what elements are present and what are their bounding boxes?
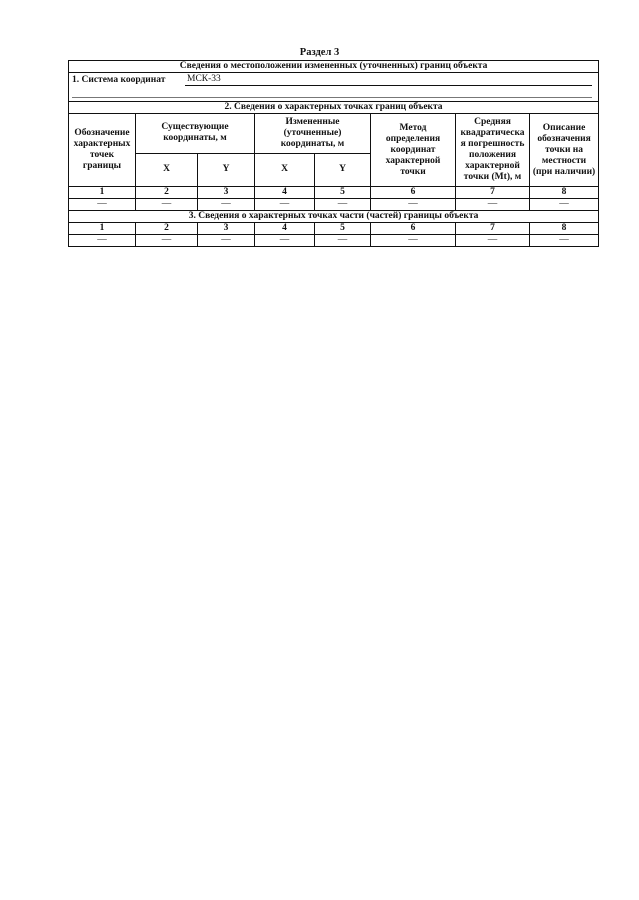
part2-title-row [69, 102, 599, 114]
column-number: 6 [371, 223, 456, 235]
column-number: 3 [198, 223, 255, 235]
table-cell: — [136, 235, 198, 247]
column-number: 4 [255, 223, 315, 235]
coord-system-row [69, 73, 599, 102]
coord-system-label: 1. Система координат [72, 75, 166, 85]
table-cell: — [456, 235, 530, 247]
table-cell: — [136, 199, 198, 211]
col-header-existing-y: Y [198, 153, 255, 186]
column-number: 5 [315, 223, 371, 235]
coord-system-value: МСК-33 [187, 74, 221, 84]
part3-title-row [69, 211, 599, 223]
column-number: 7 [456, 223, 530, 235]
column-number: 5 [315, 187, 371, 199]
part3-column-numbers-row [69, 223, 599, 235]
table-cell: — [69, 235, 136, 247]
coord-system-underline [185, 85, 592, 86]
column-number: 8 [530, 223, 599, 235]
table-cell: — [198, 199, 255, 211]
table-cell: — [315, 199, 371, 211]
column-number: 3 [198, 187, 255, 199]
column-header-row-1 [69, 114, 599, 154]
col-header-point-designation: Обозначение характерных точек границы [69, 114, 136, 187]
table-cell: — [255, 235, 315, 247]
part2-column-numbers-row [69, 187, 599, 199]
table-cell: — [255, 199, 315, 211]
col-header-changed-y: Y [315, 153, 371, 186]
coord-system-underline-secondary [72, 97, 592, 98]
table-cell: — [69, 199, 136, 211]
column-number: 2 [136, 223, 198, 235]
boundary-table [68, 60, 599, 247]
col-header-existing-x: X [136, 153, 198, 186]
table-cell: — [371, 199, 456, 211]
table-cell: — [530, 199, 599, 211]
table-cell: — [315, 235, 371, 247]
column-number: 7 [456, 187, 530, 199]
col-header-method: Метод определения координат характерной точки [371, 114, 456, 187]
part2-title: 2. Сведения о характерных точках границ объекта [69, 102, 599, 114]
column-number: 1 [69, 223, 136, 235]
col-header-description: Описание обозначения точки на местности (при наличии) [530, 114, 599, 187]
table-header-row [69, 61, 599, 73]
part3-data-row [69, 235, 599, 247]
col-header-changed-coords: Измененные (уточненные) координаты, м [255, 114, 371, 154]
table-cell: — [456, 199, 530, 211]
col-header-existing-coords: Существующие координаты, м [136, 114, 255, 154]
column-number: 8 [530, 187, 599, 199]
table-cell: — [371, 235, 456, 247]
col-header-changed-x: X [255, 153, 315, 186]
part2-data-row [69, 199, 599, 211]
section-title: Раздел 3 [299, 47, 340, 58]
col-header-accuracy: Средняя квадратическая погрешность положения характерной точки (Mt), м [456, 114, 530, 187]
column-number: 6 [371, 187, 456, 199]
column-number: 1 [69, 187, 136, 199]
table-header-title: Сведения о местоположении измененных (уточненных) границ объекта [69, 61, 599, 73]
table-cell: — [530, 235, 599, 247]
column-number: 2 [136, 187, 198, 199]
column-number: 4 [255, 187, 315, 199]
table-cell: — [198, 235, 255, 247]
part3-title: 3. Сведения о характерных точках части (частей) границы объекта [69, 211, 599, 223]
